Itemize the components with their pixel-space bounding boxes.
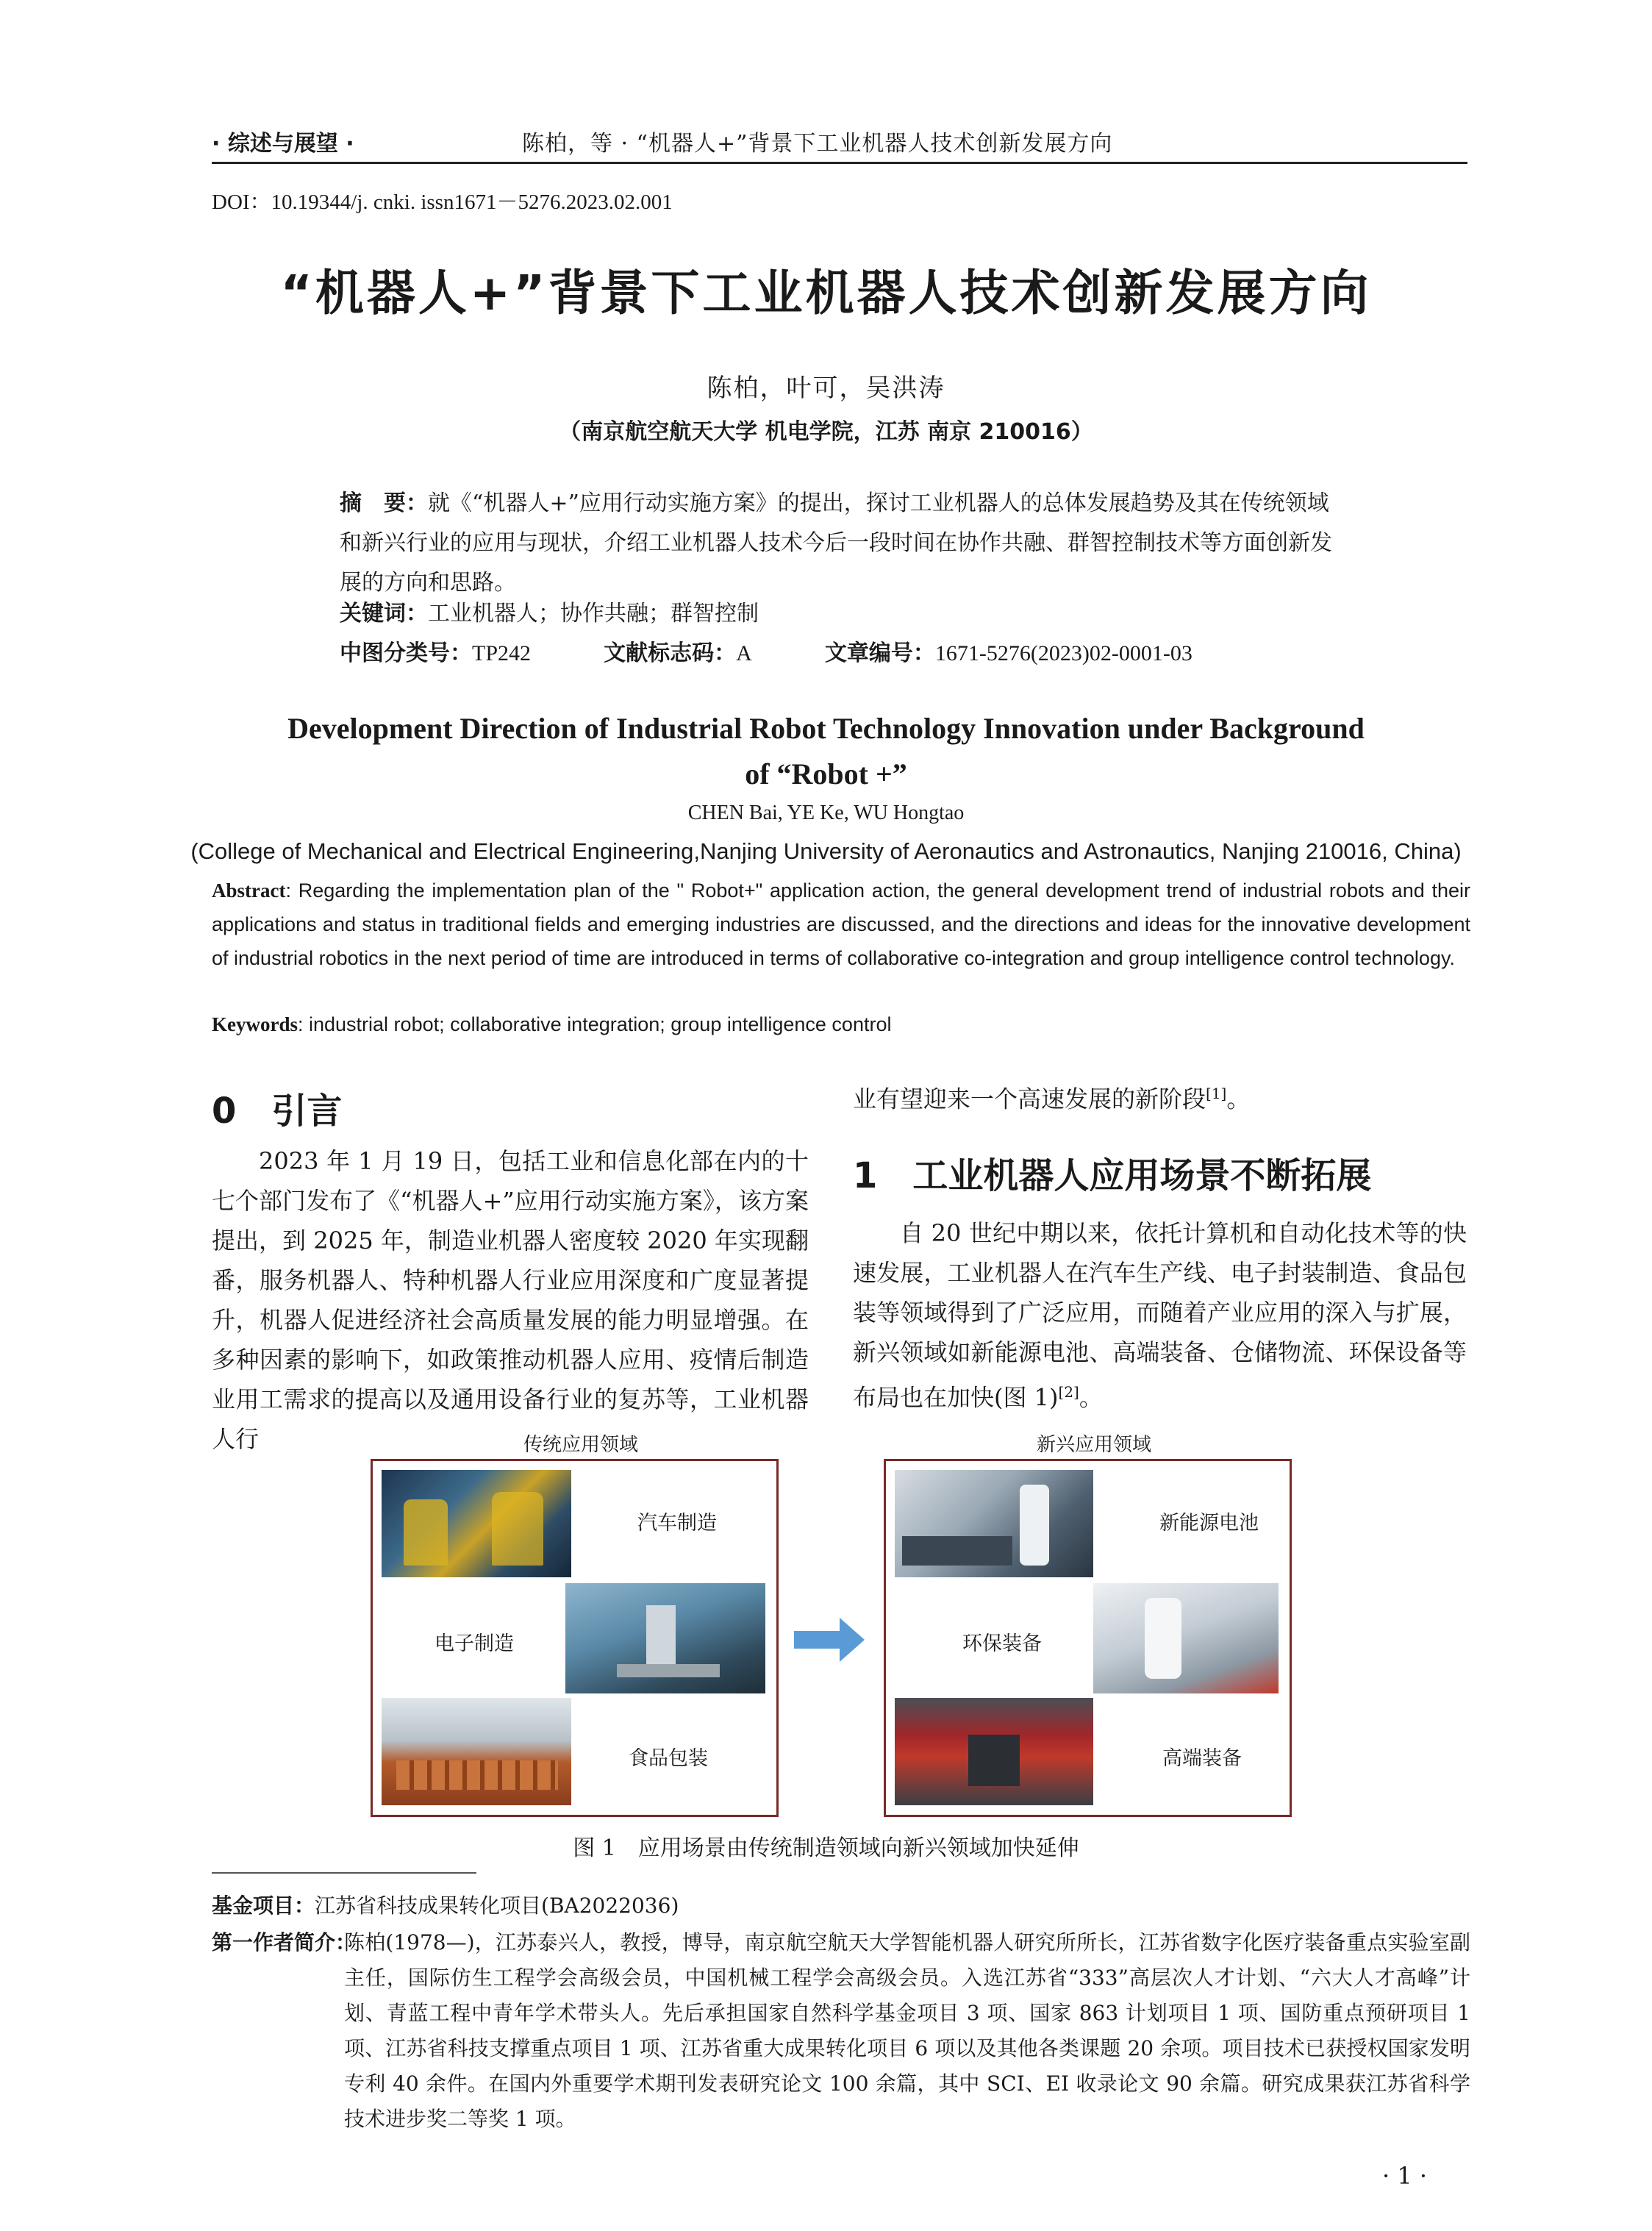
emerging-fields-panel (884, 1459, 1292, 1817)
citation-1: [1] (1206, 1085, 1227, 1102)
classification-line (340, 634, 1336, 674)
authors-cn: 陈柏，叶可，吴洪涛 (707, 374, 945, 403)
abstract-cn (340, 484, 1336, 603)
clc-label: 中图分类号： (340, 640, 472, 666)
clc-value: TP242 (472, 641, 532, 665)
continued-end: 。 (1226, 1085, 1251, 1113)
abstract-en-label: Abstract (212, 879, 286, 902)
section-0-heading: 0 引言 (212, 1090, 343, 1132)
keywords-cn-label: 关键词： (340, 601, 428, 627)
traditional-fields-title: 传统应用领域 (523, 1434, 639, 1456)
author-bio-text: 陈柏(1978—)，江苏泰兴人，教授，博导，南京航空航天大学智能机器人研究所所长，江苏省数字化医疗装备重点实验室副主任，国际仿生工程学会高级会员，中国机械工程学会高级会员。入选江苏省“333”高层次人才计划、“六大人才高峰”计划、青蓝工程中青年学术带头人。先后承担国家自然科学基金项目 3 项、国家 863 计划项目 1 项、国防重点预研项目 1 项、江苏省科技支撑重点项目 1 项、江苏省重大成果转化项目 6 项以及其他各类课题 20 余项。项目技术已获授权国家发明专利 40 余件。在国内外重要学术期刊发表研究论文 100 余篇，其中 SCI、EI 收录论文 90 余篇。研究成果获江苏省科学技术进步奖二等奖 1 项。 (344, 1930, 1470, 2131)
battery-photo (895, 1470, 1093, 1577)
section-1-paragraph (853, 1213, 1467, 1418)
doc-code-value: A (736, 641, 752, 665)
label-electronics: 电子制造 (435, 1632, 514, 1655)
electronics-photo (565, 1583, 765, 1693)
doi: DOI：10.19344/j. cnki. issn1671－5276.2023.02.001 (212, 190, 673, 214)
label-environmental: 环保装备 (962, 1632, 1042, 1655)
abstract-en-text: : Regarding the implementation plan of the " Robot+" application action, the general development trend of industrial robots and their applications and status in traditional fields and emerging industries are discussed, and the directions and ideas for the innovative development of industrial robotics in the next period of time are introduced in terms of collaborative co-integration and group intelligence control technology. (212, 879, 1470, 969)
running-title: 陈柏，等 · “机器人+”背景下工业机器人技术创新发展方向 (522, 131, 1113, 157)
article-no-label: 文章编号： (824, 640, 935, 666)
funding-note (212, 1890, 679, 1919)
section-0-paragraph-continued (853, 1074, 1467, 1119)
keywords-en-text: : industrial robot; collaborative integration; group intelligence control (298, 1013, 892, 1035)
article-no-value: 1671-5276(2023)02-0001-03 (934, 641, 1192, 665)
continued-text: 业有望迎来一个高速发展的新阶段 (853, 1085, 1206, 1113)
figure-caption: 图 1 应用场景由传统制造领域向新兴领域加快延伸 (573, 1835, 1079, 1861)
affiliation-cn: （南京航空航天大学 机电学院，江苏 南京 210016） (559, 419, 1093, 445)
keywords-en (212, 1013, 1470, 1036)
funding-text: 江苏省科技成果转化项目(BA2022036) (315, 1893, 679, 1918)
abstract-en (212, 874, 1470, 975)
high-end-equipment-photo (895, 1698, 1093, 1805)
title-cn: “机器人+”背景下工业机器人技术创新发展方向 (280, 265, 1372, 321)
environmental-photo (1093, 1583, 1279, 1693)
footnote-rule (212, 1872, 476, 1874)
author-bio (212, 1925, 1470, 2137)
abstract-cn-text: 就《“机器人+”应用行动实施方案》的提出，探讨工业机器人的总体发展趋势及其在传统领域和新兴行业的应用与现状，介绍工业机器人技术今后一段时间在协作共融、群智控制技术等方面创新发展的方向和思路。 (340, 490, 1332, 596)
section-1-text: 自 20 世纪中期以来，依托计算机和自动化技术等的快速发展，工业机器人在汽车生产线、电子封装制造、食品包装等领域得到了广泛应用，而随着产业应用的深入与扩展，新兴领域如新能源电池、高端装备、仓储物流、环保设备等布局也在加快(图 1) (853, 1219, 1467, 1412)
authors-en: CHEN Bai, YE Ke, WU Hongtao (687, 802, 965, 824)
citation-2: [2] (1058, 1383, 1079, 1401)
section-1-end: 。 (1079, 1383, 1103, 1412)
title-en: Development Direction of Industrial Robot Technology Innovation under Background of “Robot +” (287, 712, 1365, 790)
keywords-cn (340, 594, 1336, 634)
abstract-cn-label: 摘 要： (340, 490, 428, 516)
author-bio-label: 第一作者简介： (212, 1930, 357, 1955)
header-rule (212, 162, 1467, 164)
keywords-en-label: Keywords (212, 1013, 298, 1035)
emerging-fields-title: 新兴应用领域 (1037, 1434, 1152, 1456)
right-arrow-icon (794, 1618, 868, 1662)
label-high-end-equipment: 高端装备 (1162, 1747, 1242, 1770)
keywords-cn-text: 工业机器人；协作共融；群智控制 (428, 601, 759, 627)
label-battery: 新能源电池 (1159, 1512, 1259, 1535)
section-1-heading: 1 工业机器人应用场景不断拓展 (853, 1155, 1372, 1196)
food-packaging-photo (382, 1698, 571, 1805)
section-0-paragraph: 2023 年 1 月 19 日，包括工业和信息化部在内的十七个部门发布了《“机器人+”应用行动实施方案》，该方案提出，到 2025 年，制造业机器人密度较 2020 年实现翻番，服务机器人、特种机器人行业应用深度和广度显著提升，机器人促进经济社会高质量发展的能力明显增强。在多种因素的影响下，如政策推动机器人应用、疫情后制造业用工需求的提高以及通用设备行业的复苏等，工业机器人行 (212, 1147, 809, 1453)
funding-label: 基金项目： (212, 1893, 315, 1918)
label-food-packaging: 食品包装 (629, 1747, 708, 1770)
label-automotive: 汽车制造 (637, 1512, 717, 1535)
affiliation-en: (College of Mechanical and Electrical Engineering,Nanjing University of Aeronautics and Astronautics, Nanjing 210016, China) (190, 838, 1462, 864)
page-number: · 1 · (1382, 2162, 1428, 2190)
doc-code-label: 文献标志码： (604, 640, 737, 666)
traditional-fields-panel (371, 1459, 779, 1817)
automotive-photo (382, 1470, 571, 1577)
section-label: · 综述与展望 · (212, 131, 354, 157)
